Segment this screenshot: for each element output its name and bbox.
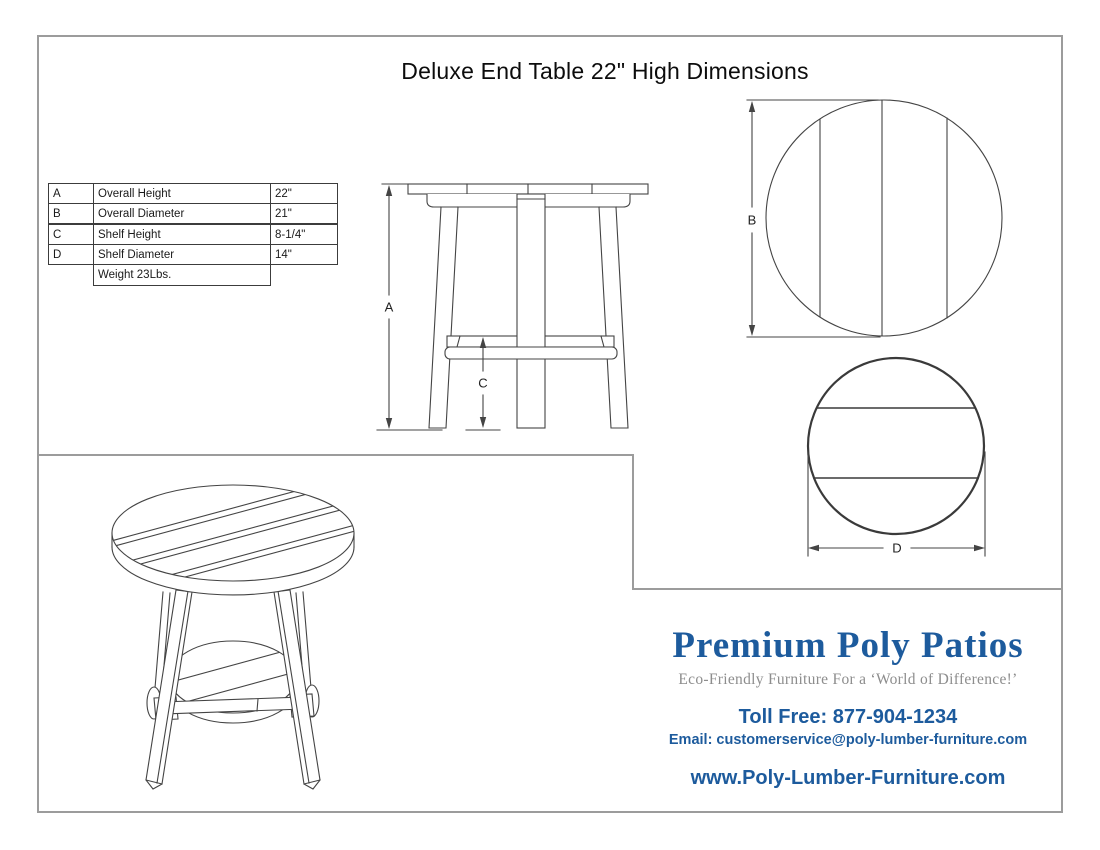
table-row bbox=[49, 224, 338, 245]
dim-key: D bbox=[49, 245, 94, 265]
dim-key: A bbox=[49, 184, 94, 204]
table-row bbox=[49, 245, 338, 265]
front-view-drawing bbox=[377, 184, 648, 430]
page-title: Deluxe End Table 22" High Dimensions bbox=[401, 58, 809, 84]
brand-name: Premium Poly Patios bbox=[672, 625, 1024, 666]
dim-label-text: Overall Diameter bbox=[94, 204, 271, 225]
dim-key: C bbox=[49, 224, 94, 245]
top-view-drawing bbox=[747, 100, 1002, 337]
dim-label-a: A bbox=[384, 299, 394, 315]
dim-value: 22" bbox=[271, 184, 338, 204]
dim-value: 8-1/4" bbox=[271, 224, 338, 245]
dim-value: 14" bbox=[271, 245, 338, 265]
brand-email: Email: customerservice@poly-lumber-furniture.com bbox=[668, 732, 1028, 748]
dim-label-text: Overall Height bbox=[94, 184, 271, 204]
weight-note: Weight 23Lbs. bbox=[94, 265, 271, 286]
branding-block bbox=[633, 590, 1063, 790]
dim-label-c: C bbox=[478, 375, 488, 391]
dimension-table bbox=[48, 183, 338, 286]
table-row-weight bbox=[49, 265, 338, 286]
brand-tagline: Eco-Friendly Furniture For a ‘World of Difference!’ bbox=[678, 671, 1018, 688]
dim-key: B bbox=[49, 204, 94, 225]
brand-website: www.Poly-Lumber-Furniture.com bbox=[690, 767, 1006, 789]
dim-label-d: D bbox=[892, 540, 902, 556]
shelf-view-drawing bbox=[808, 358, 985, 556]
brand-tollfree: Toll Free: 877-904-1234 bbox=[738, 706, 958, 728]
table-row bbox=[49, 204, 338, 225]
dim-label-text: Shelf Diameter bbox=[94, 245, 271, 265]
isometric-view-drawing bbox=[100, 471, 370, 789]
table-row bbox=[49, 184, 338, 204]
dim-label-text: Shelf Height bbox=[94, 224, 271, 245]
dim-label-b: B bbox=[747, 212, 757, 228]
dim-value: 21" bbox=[271, 204, 338, 225]
